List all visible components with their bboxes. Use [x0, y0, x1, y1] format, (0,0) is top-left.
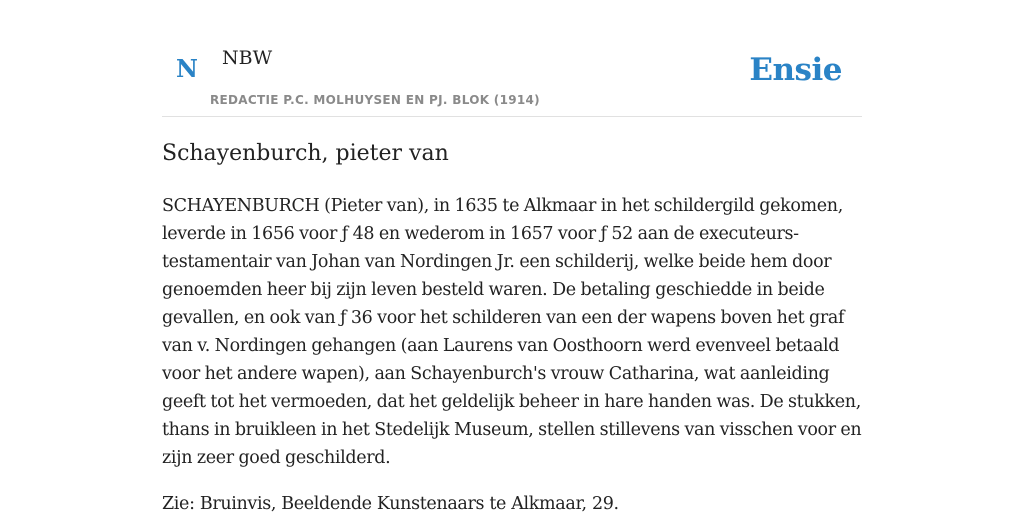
source-logo[interactable]: N: [176, 54, 198, 83]
brand-logo[interactable]: Ensie: [749, 52, 842, 88]
article-title: Schayenburch, pieter van: [162, 141, 449, 166]
page: [162, 0, 862, 512]
source-subtitle: REDACTIE P.C. MOLHUYSEN EN PJ. BLOK (1914): [210, 93, 540, 107]
source-header: [162, 0, 862, 117]
article-reference: Zie: Bruinvis, Beeldende Kunstenaars te Alkmaar, 29.: [162, 494, 619, 514]
article-body: SCHAYENBURCH (Pieter van), in 1635 te Alkmaar in het schildergild gekomen, leverde in 1656 voor ƒ 48 en wederom in 1657 voor ƒ 52 aan de executeurs-testamentair van Johan van Nordingen Jr. een schilderij, welke beide hem door genoemden heer bij zijn leven besteld waren. De betaling geschiedde in beide gevallen, en ook van ƒ 36 voor het schilderen van een der wapens boven het graf van v. Nordingen gehangen (aan Laurens van Oosthoorn werd evenveel betaald voor het andere wapen), aan Schayenburch's vrouw Catharina, wat aanleiding geeft tot het vermoeden, dat het geldelijk beheer in hare handen was. De stukken, thans in bruikleen in het Stedelijk Museum, stellen stillevens van visschen voor en zijn zeer goed geschilderd.: [162, 196, 862, 468]
source-title[interactable]: NBW: [222, 47, 273, 69]
